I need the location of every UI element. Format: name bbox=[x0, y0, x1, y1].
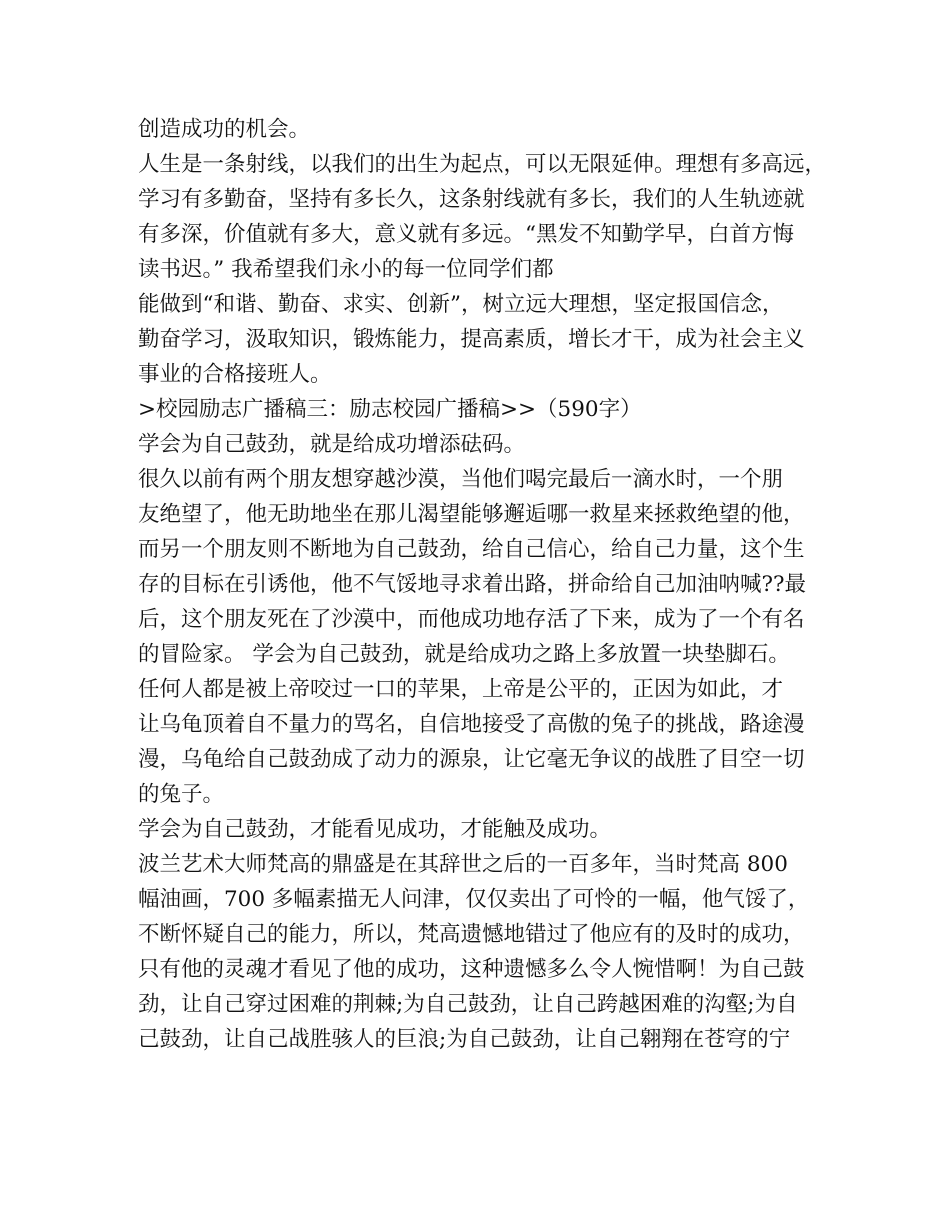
text-line: 己鼓劲，让自己战胜骇人的巨浪;为自己鼓劲，让自己翱翔在苍穹的宁 bbox=[138, 1027, 791, 1052]
text-line: 存的目标在引诱他，他不气馁地寻求着出路，拼命给自己加油呐喊??最 bbox=[138, 572, 807, 597]
text-line: 漫，乌龟给自己鼓劲成了动力的源泉，让它毫无争议的战胜了目空一切 bbox=[138, 747, 805, 772]
text-line: 勤奋学习，汲取知识，锻炼能力，提高素质，增长才干，成为社会主义 bbox=[138, 327, 805, 352]
text-line: 事业的合格接班人。 bbox=[138, 362, 332, 387]
text-line: 读书迟。” 我希望我们永小的每一位同学们都 bbox=[138, 257, 554, 282]
text-line: 让乌龟顶着自不量力的骂名，自信地接受了高傲的兔子的挑战，路途漫 bbox=[138, 712, 805, 737]
text-line: 很久以前有两个朋友想穿越沙漠，当他们喝完最后一滴水时，一个朋 bbox=[138, 467, 784, 492]
text-line: 学习有多勤奋，坚持有多长久，这条射线就有多长，我们的人生轨迹就 bbox=[138, 187, 805, 212]
text-line: 有多深，价值就有多大，意义就有多远。“黑发不知勤学早，白首方悔 bbox=[138, 222, 794, 247]
text-line: 而另一个朋友则不断地为自己鼓劲，给自己信心，给自己力量，这个生 bbox=[138, 537, 805, 562]
text-line: 后，这个朋友死在了沙漠中，而他成功地存活了下来，成为了一个有名 bbox=[138, 607, 805, 632]
text-line: 学会为自己鼓劲，才能看见成功，才能触及成功。 bbox=[138, 817, 612, 842]
text-line: 任何人都是被上帝咬过一口的苹果，上帝是公平的，正因为如此，才 bbox=[138, 677, 784, 702]
section-heading: >校园励志广播稿三：励志校园广播稿>>（590字） bbox=[138, 397, 642, 422]
document-body bbox=[138, 112, 828, 1057]
text-line: 的冒险家。 学会为自己鼓劲，就是给成功之路上多放置一块垫脚石。 bbox=[138, 642, 790, 667]
text-line: 劲，让自己穿过困难的荆棘;为自己鼓劲，让自己跨越困难的沟壑;为自 bbox=[138, 992, 798, 1017]
text-line: 友绝望了，他无助地坐在那儿渴望能够邂逅哪一救星来拯救绝望的他， bbox=[138, 502, 805, 527]
text-line: 的兔子。 bbox=[138, 782, 225, 807]
text-line: 学会为自己鼓劲，就是给成功增添砝码。 bbox=[138, 432, 526, 457]
text-line: 只有他的灵魂才看见了他的成功，这种遗憾多么令人惋惜啊！为自己鼓 bbox=[138, 957, 805, 982]
text-line: 创造成功的机会。 bbox=[138, 117, 311, 142]
text-line: 幅油画，700 多幅素描无人问津，仅仅卖出了可怜的一幅，他气馁了， bbox=[138, 887, 810, 912]
text-line: 人生是一条射线，以我们的出生为起点，可以无限延伸。理想有多高远， bbox=[138, 152, 827, 177]
text-line: 波兰艺术大师梵高的鼎盛是在其辞世之后的一百多年，当时梵高 800 bbox=[138, 852, 788, 877]
text-line: 不断怀疑自己的能力，所以，梵高遗憾地错过了他应有的及时的成功， bbox=[138, 922, 805, 947]
text-line: 能做到“和谐、勤奋、求实、创新”，树立远大理想，坚定报国信念， bbox=[138, 292, 784, 317]
